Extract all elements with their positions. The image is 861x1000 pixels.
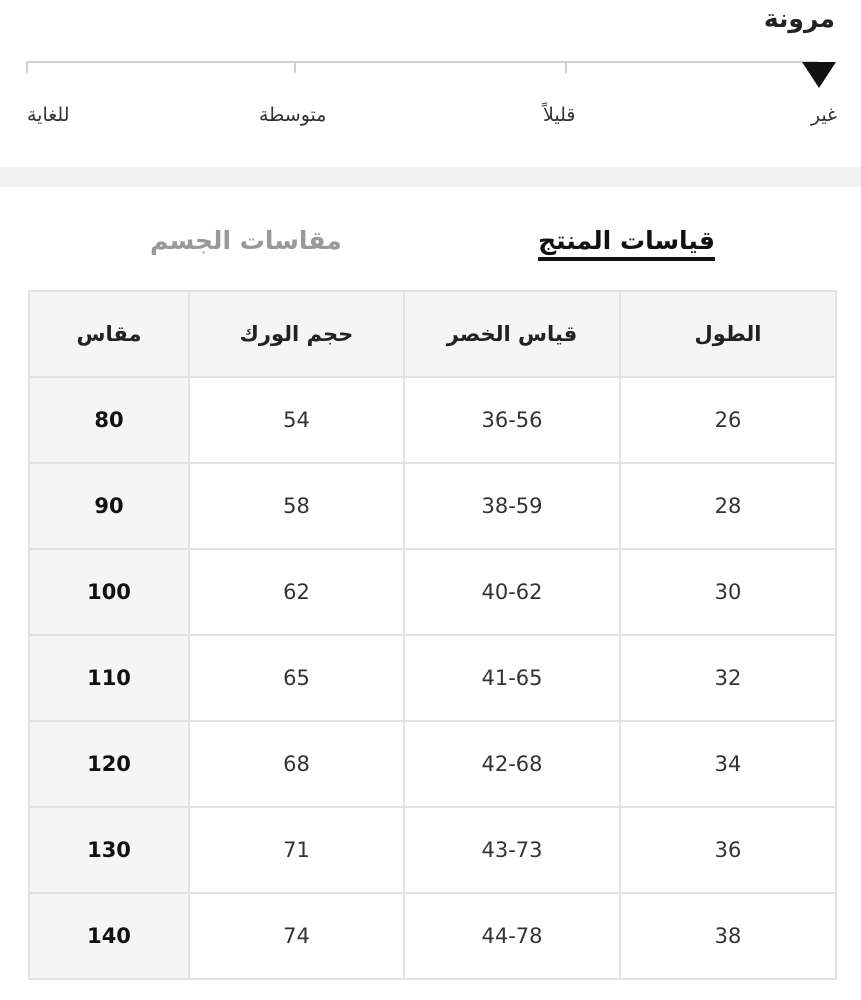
- cell-hip: 54: [189, 377, 404, 463]
- header-size: مقاس: [29, 291, 189, 377]
- size-chart-table: [28, 290, 837, 980]
- cell-hip: 71: [189, 807, 404, 893]
- header-hip: حجم الورك: [189, 291, 404, 377]
- header-waist: قياس الخصر: [404, 291, 620, 377]
- cell-size: 130: [29, 807, 189, 893]
- cell-size: 90: [29, 463, 189, 549]
- cell-size: 80: [29, 377, 189, 463]
- elasticity-level-very: للغاية: [27, 104, 70, 126]
- table-row: [29, 463, 836, 549]
- table-row: [29, 721, 836, 807]
- cell-hip: 65: [189, 635, 404, 721]
- cell-length: 36: [620, 807, 836, 893]
- cell-length: 26: [620, 377, 836, 463]
- cell-hip: 74: [189, 893, 404, 979]
- cell-size: 110: [29, 635, 189, 721]
- cell-waist: 36-56: [404, 377, 620, 463]
- elasticity-level-medium: متوسطة: [259, 104, 327, 126]
- cell-waist: 38-59: [404, 463, 620, 549]
- table-row: [29, 807, 836, 893]
- elasticity-tick: [565, 61, 567, 73]
- cell-length: 38: [620, 893, 836, 979]
- tab-product-measurements[interactable]: قياسات المنتج: [538, 226, 715, 261]
- cell-size: 120: [29, 721, 189, 807]
- elasticity-title: مرونة: [763, 4, 835, 33]
- cell-waist: 42-68: [404, 721, 620, 807]
- elasticity-tick: [294, 61, 296, 73]
- section-divider: [0, 167, 861, 187]
- elasticity-tick: [26, 61, 28, 73]
- elasticity-level-slight: قليلاً: [543, 104, 576, 126]
- table-row: [29, 635, 836, 721]
- table-header-row: [29, 291, 836, 377]
- cell-length: 30: [620, 549, 836, 635]
- table-row: [29, 377, 836, 463]
- cell-size: 100: [29, 549, 189, 635]
- cell-hip: 62: [189, 549, 404, 635]
- cell-length: 28: [620, 463, 836, 549]
- cell-hip: 68: [189, 721, 404, 807]
- cell-length: 34: [620, 721, 836, 807]
- cell-length: 32: [620, 635, 836, 721]
- table-row: [29, 549, 836, 635]
- table-row: [29, 893, 836, 979]
- tab-body-measurements[interactable]: مقاسات الجسم: [150, 226, 342, 255]
- cell-waist: 43-73: [404, 807, 620, 893]
- cell-hip: 58: [189, 463, 404, 549]
- elasticity-track: [28, 61, 818, 63]
- cell-size: 140: [29, 893, 189, 979]
- cell-waist: 40-62: [404, 549, 620, 635]
- cell-waist: 44-78: [404, 893, 620, 979]
- cell-waist: 41-65: [404, 635, 620, 721]
- header-length: الطول: [620, 291, 836, 377]
- elasticity-level-none: غير: [810, 104, 837, 126]
- elasticity-marker-icon: [802, 62, 836, 88]
